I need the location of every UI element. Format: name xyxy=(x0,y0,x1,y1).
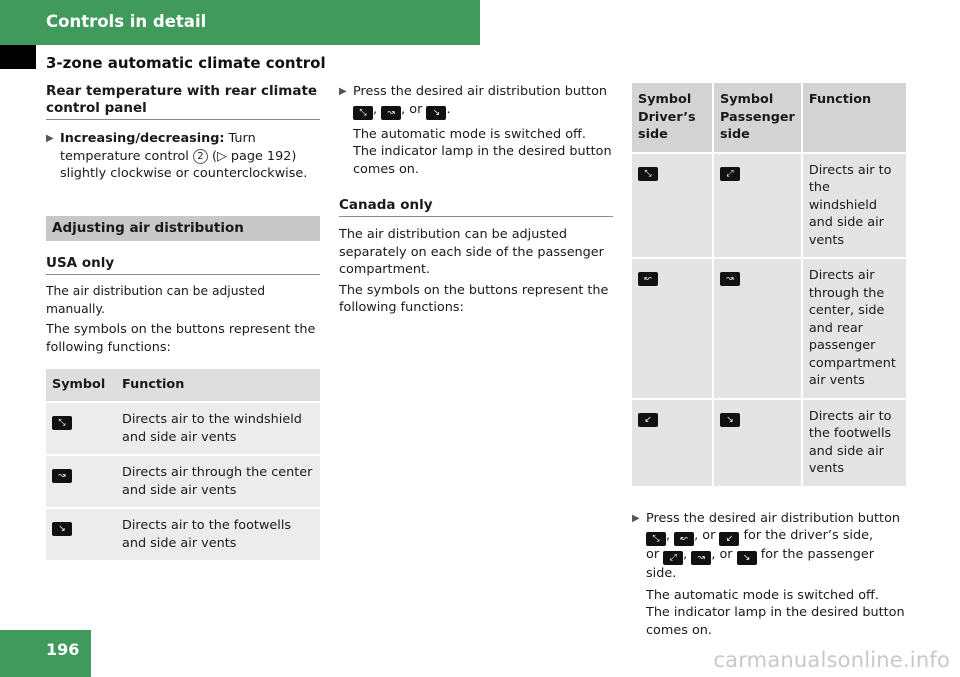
circle-number-badge: 2 xyxy=(193,149,208,164)
center-side-vents-icon: ↝ xyxy=(381,106,401,120)
table-row: ↘ Directs air to the footwells and side air vents xyxy=(46,508,320,560)
windshield-side-vents-icon: ⤡ xyxy=(353,106,373,120)
table-header-row: Symbol Driver’s side Symbol Passenger side Function xyxy=(632,83,906,153)
canada-paragraph-1: The air distribution can be adjusted separately on each side of the passenger compartment. xyxy=(339,227,604,277)
auto-mode-paragraph-2: The automatic mode is switched off. The indicator lamp in the desired button comes on. xyxy=(646,587,905,638)
table-row: ↜ ↝ Directs air through the center, side and rear passenger compartment air vents xyxy=(632,258,906,399)
passenger-center-icon: ↝ xyxy=(720,272,740,286)
bullet-arrow-icon: ▶ xyxy=(339,86,347,97)
driver-center-icon: ↜ xyxy=(638,272,658,286)
table-row: ⤡ ⤢ Directs air to the windshield and side air vents xyxy=(632,153,906,259)
canada-paragraph-2: The symbols on the buttons represent the following functions: xyxy=(339,282,609,315)
adjusting-heading: Adjusting air distribution xyxy=(46,216,320,242)
bullet-press-driver-passenger: ▶ Press the desired air distribution button ⤡ , ↜ , or ↙ for the driver’s side, or ⤢ , ↝ , or ↘ for the passenger side. xyxy=(632,510,901,581)
usa-only-heading: USA only xyxy=(46,255,320,275)
table-row: ↝ Directs air through the center and side air vents xyxy=(46,455,320,508)
driver-windshield-icon: ⤡ xyxy=(646,532,666,546)
subsection-title: 3-zone automatic climate control xyxy=(46,54,326,72)
bullet-increase: ▶ Increasing/decreasing: Turn temperature control 2 (▷ page 192) slightly clockwise or counterclockwise. xyxy=(46,131,308,181)
passenger-footwell-icon: ↘ xyxy=(720,413,740,427)
watermark: carmanualsonline.info xyxy=(713,648,950,672)
passenger-windshield-icon: ⤢ xyxy=(720,167,740,181)
passenger-center-icon: ↝ xyxy=(691,551,711,565)
usa-paragraph-2: The symbols on the buttons represent the following functions: xyxy=(46,322,316,355)
canada-symbol-table xyxy=(632,83,906,486)
section-title: Controls in detail xyxy=(46,12,207,31)
passenger-windshield-icon: ⤢ xyxy=(663,551,683,565)
canada-only-heading: Canada only xyxy=(339,197,613,217)
usa-paragraph-1: The air distribution can be adjusted manually. xyxy=(46,284,266,316)
driver-center-icon: ↜ xyxy=(674,532,694,546)
footwells-side-vents-icon: ↘ xyxy=(52,522,72,536)
table-header-row: Symbol Function xyxy=(46,369,320,402)
footwells-side-vents-icon: ↘ xyxy=(426,106,446,120)
usa-symbol-table xyxy=(46,369,320,560)
left-column xyxy=(46,83,320,560)
driver-footwell-icon: ↙ xyxy=(638,413,658,427)
bullet-press-button: ▶ Press the desired air distribution button ⤡ , ↝ , or ↘ . xyxy=(339,84,608,118)
auto-mode-paragraph: The automatic mode is switched off. The indicator lamp in the desired button comes on. xyxy=(353,126,612,177)
center-side-vents-icon: ↝ xyxy=(52,469,72,483)
middle-column xyxy=(339,83,613,317)
driver-footwell-icon: ↙ xyxy=(719,532,739,546)
bullet-arrow-icon: ▶ xyxy=(632,512,640,524)
right-column xyxy=(632,83,906,639)
bullet-arrow-icon: ▶ xyxy=(46,133,54,144)
bullet-bold-label: Increasing/decreasing: xyxy=(60,131,225,146)
header-marker xyxy=(0,45,36,69)
passenger-footwell-icon: ↘ xyxy=(737,551,757,565)
windshield-side-vents-icon: ⤡ xyxy=(52,416,72,430)
rear-temp-heading: Rear temperature with rear climate control panel xyxy=(46,83,320,120)
page-number: 196 xyxy=(46,640,80,659)
table-row: ↙ ↘ Directs air to the footwells and side air vents xyxy=(632,399,906,486)
table-row: ⤡ Directs air to the windshield and side air vents xyxy=(46,402,320,455)
driver-windshield-icon: ⤡ xyxy=(638,167,658,181)
